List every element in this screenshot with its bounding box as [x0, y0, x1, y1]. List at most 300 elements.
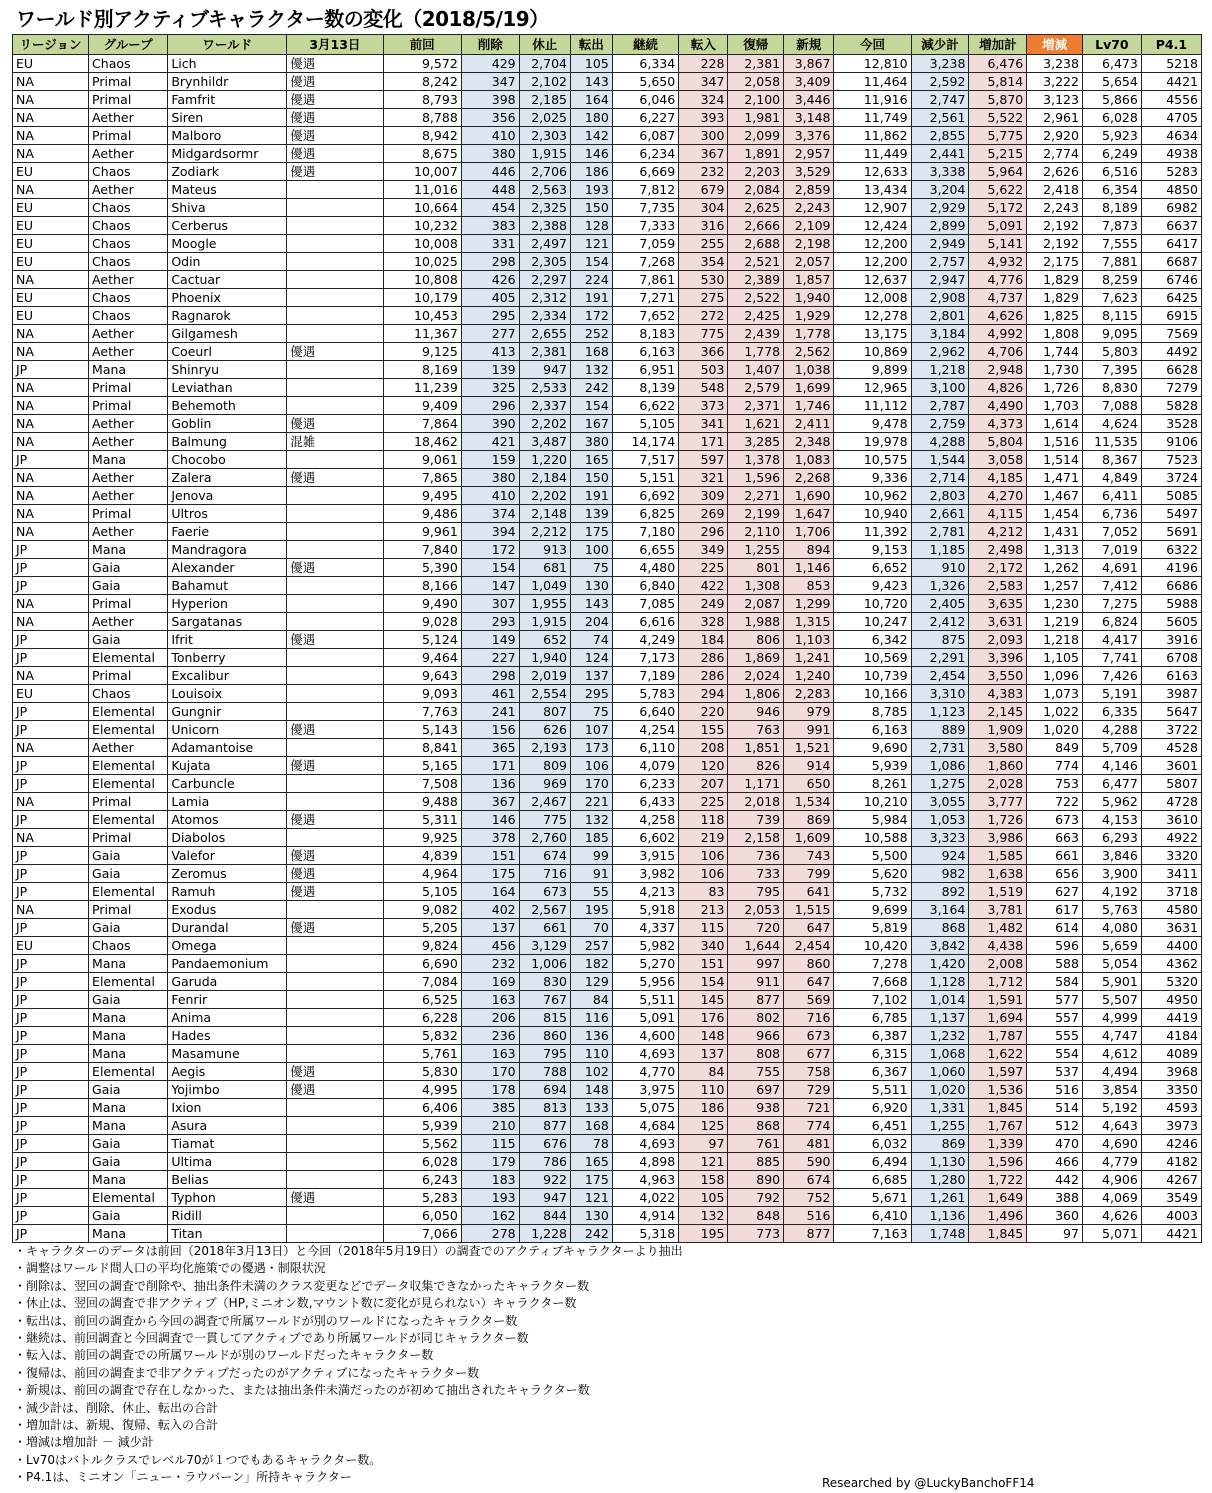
- table-cell: 4,288: [911, 433, 969, 451]
- table-cell: 137: [679, 1045, 728, 1063]
- table-cell: 120: [679, 757, 728, 775]
- table-cell: 7,763: [383, 703, 461, 721]
- table-cell: 優遇: [287, 883, 383, 901]
- table-cell: 584: [1027, 973, 1083, 991]
- table-cell: 242: [571, 1225, 613, 1243]
- table-cell: 優遇: [287, 865, 383, 883]
- table-cell: 100: [571, 541, 613, 559]
- table-cell: 8,183: [612, 325, 678, 343]
- table-cell: 807: [519, 703, 570, 721]
- table-cell: Aether: [89, 271, 168, 289]
- table-cell: 2,102: [519, 73, 570, 91]
- table-cell: 2,592: [911, 73, 969, 91]
- table-cell: Primal: [89, 379, 168, 397]
- footnote-line: ・転出は、前回の調査から今回の調査で所属ワールドが別のワールドになったキャラクター数: [14, 1313, 518, 1328]
- table-cell: 1,022: [1027, 703, 1083, 721]
- table-cell: 6,334: [612, 55, 678, 73]
- table-cell: 2,731: [911, 739, 969, 757]
- table-cell: [287, 955, 383, 973]
- table-cell: 1,703: [1027, 397, 1083, 415]
- table-cell: 2,334: [519, 307, 570, 325]
- table-cell: JP: [13, 577, 89, 595]
- table-row: [13, 163, 1202, 181]
- table-cell: NA: [13, 145, 89, 163]
- table-cell: 4,022: [612, 1189, 678, 1207]
- table-cell: [287, 361, 383, 379]
- table-cell: 1,255: [911, 1117, 969, 1135]
- table-cell: 5,172: [969, 199, 1027, 217]
- table-cell: 154: [679, 973, 728, 991]
- table-cell: 808: [728, 1045, 784, 1063]
- table-cell: 365: [461, 739, 519, 757]
- table-cell: 1,585: [969, 847, 1027, 865]
- table-cell: Jenova: [168, 487, 287, 505]
- table-cell: Gaia: [89, 991, 168, 1009]
- table-cell: Durandal: [168, 919, 287, 937]
- table-cell: 398: [461, 91, 519, 109]
- table-cell: 8,841: [383, 739, 461, 757]
- table-cell: 195: [679, 1225, 728, 1243]
- table-cell: 4634: [1141, 127, 1201, 145]
- table-cell: 795: [728, 883, 784, 901]
- table-cell: 4,706: [969, 343, 1027, 361]
- table-cell: 775: [679, 325, 728, 343]
- table-cell: 2,855: [911, 127, 969, 145]
- table-cell: 716: [519, 865, 570, 883]
- table-cell: Alexander: [168, 559, 287, 577]
- table-cell: 4938: [1141, 145, 1201, 163]
- table-cell: 2,028: [969, 775, 1027, 793]
- table-cell: 4,254: [612, 721, 678, 739]
- table-cell: NA: [13, 181, 89, 199]
- table-cell: 5,956: [612, 973, 678, 991]
- table-cell: 6686: [1141, 577, 1201, 595]
- table-cell: 2,774: [1027, 145, 1083, 163]
- table-cell: 1,829: [1027, 289, 1083, 307]
- table-cell: 4089: [1141, 1045, 1201, 1063]
- table-cell: 2,172: [969, 559, 1027, 577]
- table-cell: NA: [13, 793, 89, 811]
- table-cell: 9,490: [383, 595, 461, 613]
- table-cell: 1,869: [728, 649, 784, 667]
- table-cell: 3973: [1141, 1117, 1201, 1135]
- table-cell: 1,407: [728, 361, 784, 379]
- table-cell: 5988: [1141, 595, 1201, 613]
- table-cell: 9,028: [383, 613, 461, 631]
- table-cell: 3549: [1141, 1189, 1201, 1207]
- table-cell: Shinryu: [168, 361, 287, 379]
- table-cell: JP: [13, 775, 89, 793]
- table-cell: 10,007: [383, 163, 461, 181]
- table-cell: 7,881: [1082, 253, 1141, 271]
- table-cell: [287, 1027, 383, 1045]
- table-cell: 1,929: [784, 307, 834, 325]
- table-cell: 7,268: [612, 253, 678, 271]
- table-cell: 1,053: [911, 811, 969, 829]
- table-cell: 154: [461, 559, 519, 577]
- table-row: [13, 127, 1202, 145]
- table-row: [13, 631, 1202, 649]
- table-cell: 6628: [1141, 361, 1201, 379]
- table-cell: 106: [571, 757, 613, 775]
- column-header: 転入: [679, 35, 728, 55]
- table-cell: 12,200: [834, 235, 911, 253]
- table-cell: 4,490: [969, 397, 1027, 415]
- table-cell: Elemental: [89, 811, 168, 829]
- table-row: [13, 775, 1202, 793]
- table-cell: 4362: [1141, 955, 1201, 973]
- table-cell: 4,691: [1082, 559, 1141, 577]
- table-cell: [287, 1099, 383, 1117]
- table-cell: 優遇: [287, 145, 383, 163]
- table-cell: 324: [679, 91, 728, 109]
- table-cell: Aether: [89, 145, 168, 163]
- table-cell: 158: [679, 1171, 728, 1189]
- table-cell: NA: [13, 901, 89, 919]
- table-row: [13, 793, 1202, 811]
- table-cell: JP: [13, 1081, 89, 1099]
- table-cell: Aether: [89, 613, 168, 631]
- table-row: [13, 685, 1202, 703]
- table-cell: 172: [571, 307, 613, 325]
- table-cell: 193: [461, 1189, 519, 1207]
- table-cell: 5497: [1141, 505, 1201, 523]
- table-row: [13, 361, 1202, 379]
- table-cell: 3718: [1141, 883, 1201, 901]
- table-cell: 2,243: [784, 199, 834, 217]
- table-cell: 4421: [1141, 73, 1201, 91]
- table-cell: NA: [13, 613, 89, 631]
- table-cell: 470: [1027, 1135, 1083, 1153]
- table-cell: 11,749: [834, 109, 911, 127]
- table-cell: Malboro: [168, 127, 287, 145]
- table-cell: 6,476: [969, 55, 1027, 73]
- table-cell: 6,920: [834, 1099, 911, 1117]
- table-cell: 184: [679, 631, 728, 649]
- table-cell: Carbuncle: [168, 775, 287, 793]
- table-cell: 11,464: [834, 73, 911, 91]
- table-cell: [287, 217, 383, 235]
- table-cell: 1,638: [969, 865, 1027, 883]
- table-cell: EU: [13, 235, 89, 253]
- table-cell: 2,389: [728, 271, 784, 289]
- table-cell: 806: [728, 631, 784, 649]
- table-cell: 9,153: [834, 541, 911, 559]
- table-row: [13, 1117, 1202, 1135]
- table-cell: 1,137: [911, 1009, 969, 1027]
- table-cell: 5,562: [383, 1135, 461, 1153]
- table-cell: Zodiark: [168, 163, 287, 181]
- table-cell: JP: [13, 811, 89, 829]
- table-cell: 295: [571, 685, 613, 703]
- footnote-line: ・増加計は、新規、復帰、転入の合計: [14, 1418, 219, 1433]
- table-cell: 4,626: [1082, 1207, 1141, 1225]
- table-cell: 206: [461, 1009, 519, 1027]
- table-cell: 5,191: [1082, 685, 1141, 703]
- table-cell: 2,949: [911, 235, 969, 253]
- table-cell: JP: [13, 649, 89, 667]
- table-cell: 1,825: [1027, 307, 1083, 325]
- table-cell: NA: [13, 127, 89, 145]
- table-cell: Primal: [89, 73, 168, 91]
- table-cell: 2,454: [784, 937, 834, 955]
- table-cell: Aether: [89, 325, 168, 343]
- column-header: 休止: [519, 35, 570, 55]
- table-cell: 380: [461, 469, 519, 487]
- table-cell: 1,955: [519, 595, 570, 613]
- table-cell: JP: [13, 757, 89, 775]
- table-cell: 1,730: [1027, 361, 1083, 379]
- table-cell: 6,050: [383, 1207, 461, 1225]
- table-cell: 721: [784, 1099, 834, 1117]
- table-cell: 1,614: [1027, 415, 1083, 433]
- table-cell: Adamantoise: [168, 739, 287, 757]
- table-cell: 860: [519, 1027, 570, 1045]
- table-row: [13, 739, 1202, 757]
- table-cell: 298: [461, 253, 519, 271]
- table-row: [13, 1135, 1202, 1153]
- table-cell: Valefor: [168, 847, 287, 865]
- footnote-line: ・休止は、翌回の調査で非アクティブ（HP,ミニオン数,マウント数に変化が見られない）キャラクター数: [14, 1296, 577, 1311]
- table-cell: 12,424: [834, 217, 911, 235]
- table-cell: 9,925: [383, 829, 461, 847]
- table-cell: 7,735: [612, 199, 678, 217]
- table-cell: 1,326: [911, 577, 969, 595]
- table-cell: 6,354: [1082, 181, 1141, 199]
- table-row: [13, 451, 1202, 469]
- table-cell: 966: [728, 1027, 784, 1045]
- table-cell: 1,315: [784, 613, 834, 631]
- table-cell: 3,310: [911, 685, 969, 703]
- table-cell: 4,932: [969, 253, 1027, 271]
- table-cell: [287, 307, 383, 325]
- table-cell: 773: [728, 1225, 784, 1243]
- table-cell: 156: [461, 721, 519, 739]
- table-cell: 1,845: [969, 1099, 1027, 1117]
- table-cell: NA: [13, 595, 89, 613]
- table-cell: NA: [13, 397, 89, 415]
- table-cell: Gaia: [89, 1153, 168, 1171]
- table-cell: Cerberus: [168, 217, 287, 235]
- table-cell: 3,285: [728, 433, 784, 451]
- footnote-line: ・新規は、前回の調査で存在しなかった、または抽出条件未満だったのが初めて抽出されたキャラクター数: [14, 1383, 590, 1398]
- table-row: [13, 937, 1202, 955]
- table-cell: 9,093: [383, 685, 461, 703]
- table-cell: 175: [461, 865, 519, 883]
- table-cell: 596: [1027, 937, 1083, 955]
- table-row: [13, 1225, 1202, 1243]
- table-cell: 4,417: [1082, 631, 1141, 649]
- table-cell: Primal: [89, 793, 168, 811]
- table-cell: Aether: [89, 487, 168, 505]
- table-cell: JP: [13, 1189, 89, 1207]
- table-cell: 6,233: [612, 775, 678, 793]
- table-cell: 1,909: [969, 721, 1027, 739]
- table-cell: 853: [784, 577, 834, 595]
- table-cell: EU: [13, 307, 89, 325]
- table-cell: 394: [461, 523, 519, 541]
- table-row: [13, 1009, 1202, 1027]
- table-cell: 5,783: [612, 685, 678, 703]
- table-cell: 982: [911, 865, 969, 883]
- column-header: グループ: [89, 35, 168, 55]
- table-cell: 10,025: [383, 253, 461, 271]
- table-cell: 421: [461, 433, 519, 451]
- table-cell: 139: [461, 361, 519, 379]
- table-cell: [287, 487, 383, 505]
- table-cell: Gaia: [89, 1081, 168, 1099]
- table-cell: Primal: [89, 505, 168, 523]
- table-cell: 6,110: [612, 739, 678, 757]
- table-cell: 6417: [1141, 235, 1201, 253]
- table-cell: 3,446: [784, 91, 834, 109]
- table-cell: 2,145: [969, 703, 1027, 721]
- table-cell: 257: [571, 937, 613, 955]
- table-cell: 165: [571, 451, 613, 469]
- table-cell: 7,840: [383, 541, 461, 559]
- table-cell: 1,891: [728, 145, 784, 163]
- table-cell: Odin: [168, 253, 287, 271]
- table-cell: 7,278: [834, 955, 911, 973]
- table-cell: 2,381: [728, 55, 784, 73]
- table-cell: 7,085: [612, 595, 678, 613]
- table-cell: 4400: [1141, 937, 1201, 955]
- table-cell: Lich: [168, 55, 287, 73]
- table-cell: Ridill: [168, 1207, 287, 1225]
- table-cell: 304: [679, 199, 728, 217]
- footnote-line: ・調整はワールド間人口の平均化施策での優遇・制限状況: [14, 1261, 326, 1276]
- table-cell: 1,746: [784, 397, 834, 415]
- table-cell: Gaia: [89, 847, 168, 865]
- column-header: 転出: [571, 35, 613, 55]
- table-cell: 7,052: [1082, 523, 1141, 541]
- table-cell: 9,495: [383, 487, 461, 505]
- table-cell: 2,109: [784, 217, 834, 235]
- table-cell: 8,261: [834, 775, 911, 793]
- table-cell: 2,947: [911, 271, 969, 289]
- table-cell: 210: [461, 1117, 519, 1135]
- table-cell: 3916: [1141, 631, 1201, 649]
- table-cell: 5,091: [612, 1009, 678, 1027]
- table-cell: 537: [1027, 1063, 1083, 1081]
- table-cell: 8,788: [383, 109, 461, 127]
- table-cell: 679: [679, 181, 728, 199]
- table-cell: 799: [784, 865, 834, 883]
- table-cell: 9,899: [834, 361, 911, 379]
- table-cell: 10,008: [383, 235, 461, 253]
- table-cell: 461: [461, 685, 519, 703]
- table-cell: 309: [679, 487, 728, 505]
- table-cell: 12,200: [834, 253, 911, 271]
- table-cell: Gaia: [89, 577, 168, 595]
- table-cell: 12,637: [834, 271, 911, 289]
- table-cell: 1,744: [1027, 343, 1083, 361]
- table-cell: 6,652: [834, 559, 911, 577]
- table-cell: 1,516: [1027, 433, 1083, 451]
- table-cell: 328: [679, 613, 728, 631]
- table-cell: 875: [911, 631, 969, 649]
- table-cell: 7,333: [612, 217, 678, 235]
- table-cell: 4705: [1141, 109, 1201, 127]
- table-cell: 795: [519, 1045, 570, 1063]
- table-row: [13, 397, 1202, 415]
- table-cell: 優遇: [287, 415, 383, 433]
- table-cell: 11,239: [383, 379, 461, 397]
- table-cell: 6,494: [834, 1153, 911, 1171]
- table-cell: JP: [13, 703, 89, 721]
- table-cell: 514: [1027, 1099, 1083, 1117]
- table-cell: 136: [571, 1027, 613, 1045]
- table-cell: 5,165: [383, 757, 461, 775]
- table-cell: 5,962: [1082, 793, 1141, 811]
- table-cell: 10,247: [834, 613, 911, 631]
- table-cell: 1,146: [784, 559, 834, 577]
- table-row: [13, 253, 1202, 271]
- table-cell: 7,275: [1082, 595, 1141, 613]
- table-row: [13, 649, 1202, 667]
- table-cell: Brynhildr: [168, 73, 287, 91]
- table-cell: 390: [461, 415, 519, 433]
- table-cell: 1,230: [1027, 595, 1083, 613]
- table-cell: 4,643: [1082, 1117, 1141, 1135]
- table-cell: 3528: [1141, 415, 1201, 433]
- table-cell: 755: [728, 1063, 784, 1081]
- table-cell: 743: [784, 847, 834, 865]
- table-cell: Gaia: [89, 1135, 168, 1153]
- table-cell: 1,644: [728, 937, 784, 955]
- table-cell: 2,760: [519, 829, 570, 847]
- table-cell: 4,779: [1082, 1153, 1141, 1171]
- table-cell: Cactuar: [168, 271, 287, 289]
- table-cell: 1,020: [911, 1081, 969, 1099]
- table-cell: 118: [679, 811, 728, 829]
- table-cell: Mana: [89, 1045, 168, 1063]
- table-cell: Garuda: [168, 973, 287, 991]
- table-cell: 4,258: [612, 811, 678, 829]
- table-cell: JP: [13, 991, 89, 1009]
- table-cell: 混雑: [287, 433, 383, 451]
- table-cell: 380: [571, 433, 613, 451]
- table-cell: 6915: [1141, 307, 1201, 325]
- table-cell: JP: [13, 1063, 89, 1081]
- table-cell: 1,712: [969, 973, 1027, 991]
- table-row: [13, 577, 1202, 595]
- table-cell: 4267: [1141, 1171, 1201, 1189]
- table-cell: 5,819: [834, 919, 911, 937]
- table-cell: 2,554: [519, 685, 570, 703]
- table-row: [13, 613, 1202, 631]
- table-cell: JP: [13, 1207, 89, 1225]
- table-cell: 183: [461, 1171, 519, 1189]
- table-cell: 9,478: [834, 415, 911, 433]
- table-cell: [287, 937, 383, 955]
- table-cell: 148: [679, 1027, 728, 1045]
- table-cell: 2,312: [519, 289, 570, 307]
- table-row: [13, 199, 1202, 217]
- table-cell: Mana: [89, 361, 168, 379]
- table-cell: 661: [1027, 847, 1083, 865]
- table-cell: Chaos: [89, 685, 168, 703]
- table-cell: 3,376: [784, 127, 834, 145]
- table-cell: 1,829: [1027, 271, 1083, 289]
- table-cell: Aether: [89, 109, 168, 127]
- table-cell: 4,906: [1082, 1171, 1141, 1189]
- table-cell: 1,514: [1027, 451, 1083, 469]
- table-cell: 316: [679, 217, 728, 235]
- table-cell: 590: [784, 1153, 834, 1171]
- table-cell: 5,964: [969, 163, 1027, 181]
- table-cell: 4593: [1141, 1099, 1201, 1117]
